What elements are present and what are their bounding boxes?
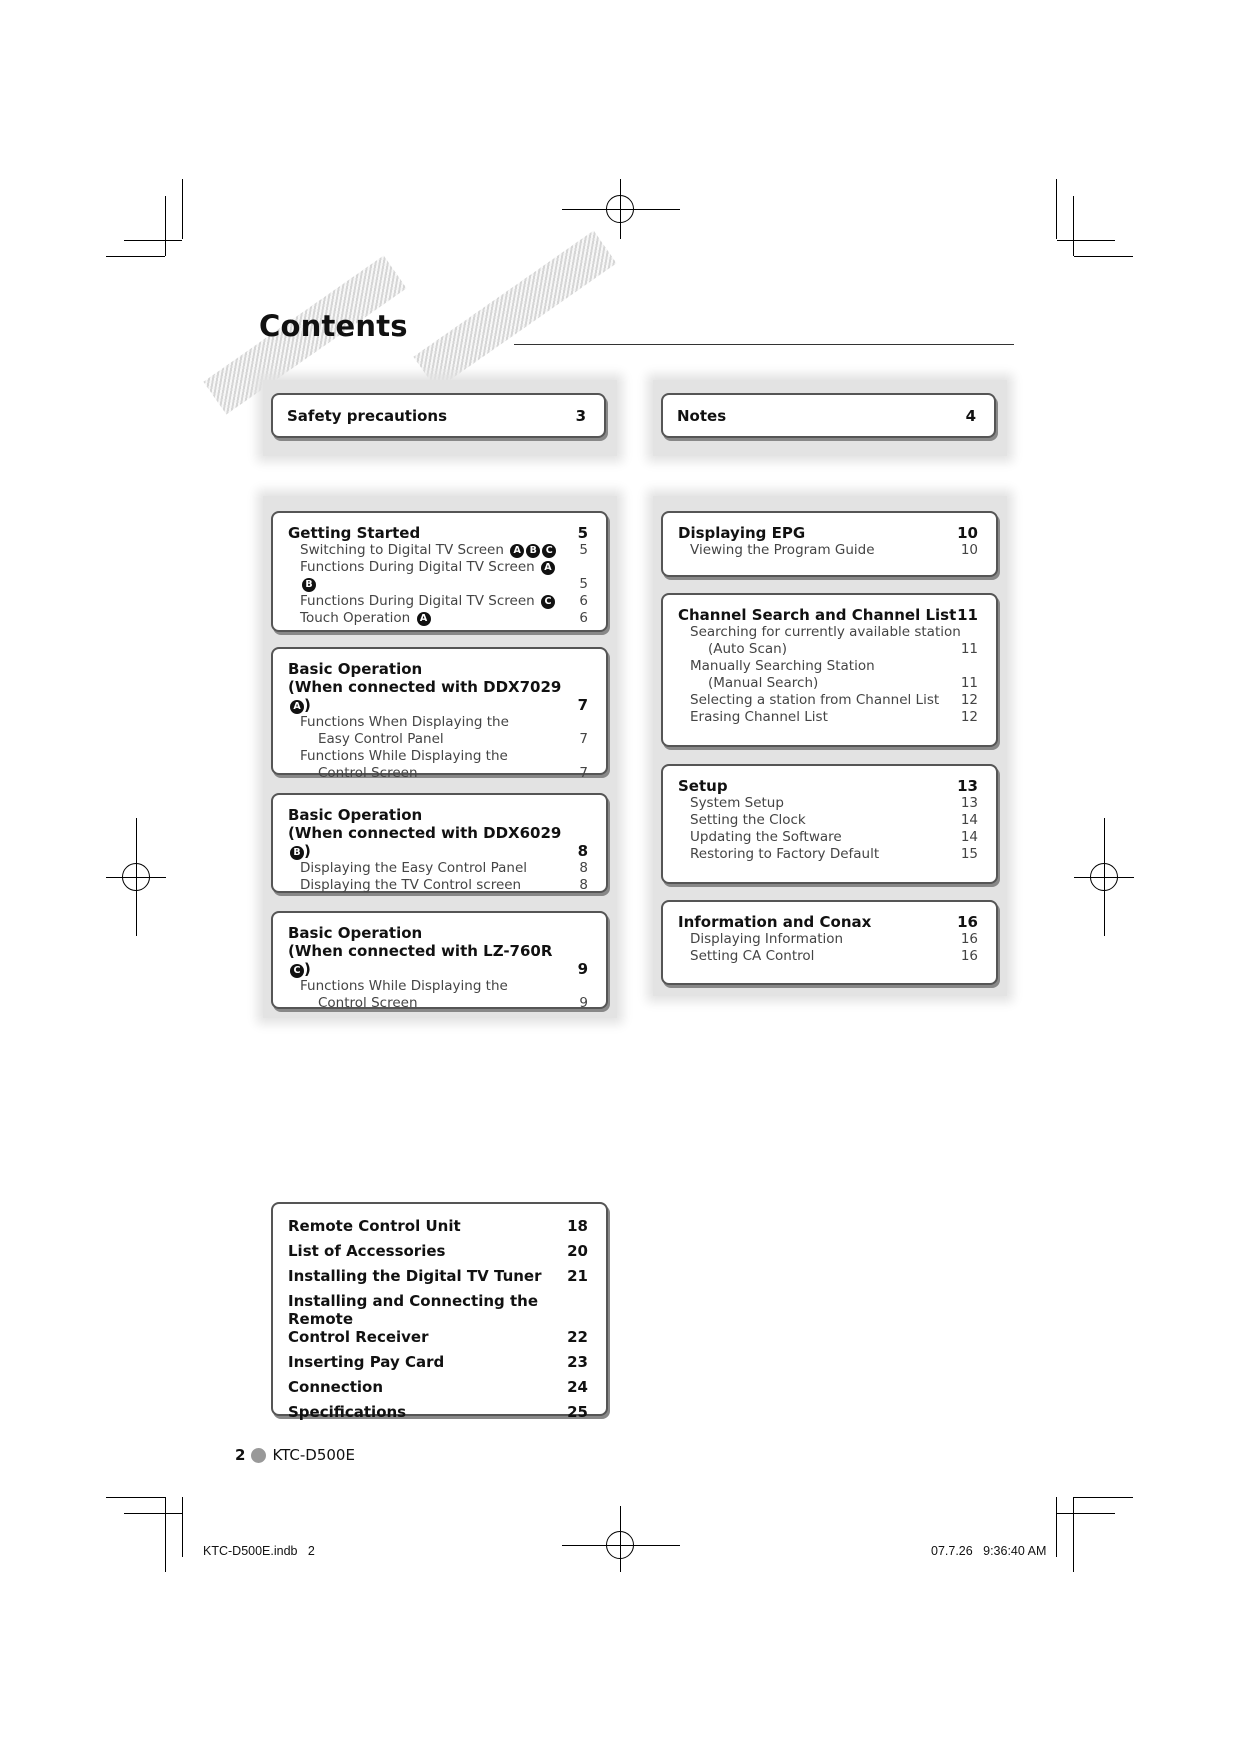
- toc-item[interactable]: [678, 542, 978, 559]
- section-page: 16: [957, 913, 978, 931]
- badge-a-icon: A: [290, 700, 304, 714]
- section-title: Information and Conax: [678, 913, 872, 931]
- section-title-line2: (When connected with DDX7029: [288, 678, 562, 696]
- item-page: 8: [579, 860, 588, 876]
- section-title-close: ): [304, 696, 311, 714]
- item-label: Viewing the Program Guide: [690, 542, 875, 558]
- section-heading: [288, 824, 588, 860]
- section-heading: [678, 913, 978, 931]
- toc-item[interactable]: [678, 795, 978, 812]
- toc-item[interactable]: [288, 1217, 588, 1235]
- item-label: Functions While Displaying the: [300, 978, 508, 994]
- toc-item[interactable]: [288, 1292, 588, 1346]
- item-label: Connection: [288, 1378, 384, 1396]
- item-label: Specifications: [288, 1403, 407, 1421]
- toc-item[interactable]: [678, 812, 978, 829]
- section-heading: [678, 524, 978, 542]
- toc-item[interactable]: [678, 948, 978, 965]
- toc-basic-operation-ddx7029[interactable]: [271, 647, 608, 781]
- item-page: 6: [579, 593, 588, 609]
- page-title: Contents: [259, 309, 408, 343]
- item-label: List of Accessories: [288, 1242, 446, 1260]
- toc-displaying-epg[interactable]: [661, 511, 998, 577]
- toc-item[interactable]: [678, 692, 978, 709]
- slug-date: 07.7.26 9:36:40 AM: [931, 1544, 1047, 1558]
- bullet-dot-icon: [251, 1448, 266, 1463]
- item-label: Selecting a station from Channel List: [690, 692, 940, 708]
- item-label: Remote Control Unit: [288, 1217, 461, 1235]
- section-title: Getting Started: [288, 524, 421, 542]
- item-page: 11: [960, 675, 978, 691]
- badge-b-icon: B: [290, 846, 304, 860]
- item-label: Functions During Digital TV Screen: [300, 593, 535, 609]
- section-heading: [288, 942, 588, 978]
- item-page: 10: [960, 542, 978, 558]
- toc-item[interactable]: [288, 748, 588, 782]
- item-label: Searching for currently available station: [690, 624, 961, 640]
- item-label: Touch Operation: [300, 610, 411, 626]
- item-page: 14: [960, 812, 978, 828]
- item-page: 5: [579, 576, 588, 592]
- section-page: 7: [577, 696, 588, 714]
- toc-page: 3: [575, 406, 586, 425]
- section-page: 10: [957, 524, 978, 542]
- toc-channel-search[interactable]: [661, 593, 998, 747]
- section-heading: [678, 606, 978, 624]
- section-title: Displaying EPG: [678, 524, 806, 542]
- item-label-cont: Control Receiver: [288, 1328, 429, 1346]
- item-page: 9: [579, 995, 588, 1011]
- section-title: Setup: [678, 777, 728, 795]
- toc-item[interactable]: [678, 658, 978, 692]
- item-page: 6: [579, 610, 588, 626]
- toc-safety-precautions[interactable]: [271, 393, 606, 438]
- toc-basic-operation-lz760r[interactable]: [271, 911, 608, 1009]
- badge-b-icon: B: [302, 578, 316, 592]
- item-page: 11: [960, 641, 978, 657]
- item-page: 15: [960, 846, 978, 862]
- item-page: 25: [567, 1403, 588, 1421]
- item-label: System Setup: [690, 795, 784, 811]
- badge-a-icon: A: [541, 561, 555, 575]
- item-label: Functions While Displaying the: [300, 748, 508, 764]
- item-label: Manually Searching Station: [690, 658, 875, 674]
- item-page: 8: [579, 877, 588, 893]
- item-label-cont: (Auto Scan): [708, 641, 787, 657]
- badge-c-icon: C: [541, 595, 555, 609]
- item-label: Switching to Digital TV Screen: [300, 542, 504, 558]
- badge-a-icon: A: [417, 612, 431, 626]
- item-page: 12: [960, 692, 978, 708]
- item-page: 24: [567, 1378, 588, 1396]
- toc-item[interactable]: [288, 1242, 588, 1260]
- item-page: 21: [567, 1267, 588, 1285]
- item-page: 12: [960, 709, 978, 725]
- badge-a-icon: A: [510, 544, 524, 558]
- toc-label: Notes: [677, 406, 727, 425]
- section-title-line2: (When connected with DDX6029: [288, 824, 562, 842]
- item-page: 23: [567, 1353, 588, 1371]
- section-heading: [288, 524, 588, 542]
- toc-item[interactable]: [288, 593, 588, 610]
- toc-item[interactable]: [288, 1353, 588, 1371]
- toc-item[interactable]: [678, 624, 978, 658]
- badge-c-icon: C: [542, 544, 556, 558]
- item-page: 7: [579, 765, 588, 781]
- toc-item[interactable]: [288, 542, 588, 559]
- toc-label: Safety precautions: [287, 406, 448, 425]
- section-page: 9: [577, 960, 588, 978]
- toc-appendix[interactable]: [271, 1202, 608, 1421]
- item-label-cont: (Manual Search): [708, 675, 819, 691]
- title-rule: [514, 344, 1014, 345]
- item-page: 16: [960, 948, 978, 964]
- toc-information-conax[interactable]: [661, 900, 998, 985]
- toc-item[interactable]: [678, 931, 978, 948]
- section-page: 13: [957, 777, 978, 795]
- item-label: Displaying the Easy Control Panel: [300, 860, 528, 876]
- toc-item[interactable]: [288, 1267, 588, 1285]
- page-footer: [235, 1446, 355, 1464]
- model-name: KTC-D500E: [272, 1446, 355, 1464]
- toc-item[interactable]: [678, 846, 978, 863]
- item-label-cont: Control Screen: [318, 765, 418, 781]
- toc-item[interactable]: [678, 709, 978, 726]
- section-title-line1: Basic Operation: [288, 660, 423, 678]
- item-label: Functions When Displaying the: [300, 714, 509, 730]
- toc-item[interactable]: [288, 877, 588, 894]
- page-number: 2: [235, 1446, 246, 1464]
- toc-basic-operation-ddx6029[interactable]: [271, 793, 608, 893]
- toc-item[interactable]: [678, 829, 978, 846]
- toc-item[interactable]: [288, 559, 588, 593]
- section-page: 5: [577, 524, 588, 542]
- badge-b-icon: B: [526, 544, 540, 558]
- section-page: 11: [957, 606, 978, 624]
- decorative-stripe-right: [413, 231, 616, 390]
- item-label: Restoring to Factory Default: [690, 846, 880, 862]
- item-label: Displaying Information: [690, 931, 844, 947]
- item-label-cont: Control Screen: [318, 995, 418, 1011]
- item-label: Setting CA Control: [690, 948, 815, 964]
- section-title-line2: (When connected with LZ-760R: [288, 942, 553, 960]
- section-heading: [288, 678, 588, 714]
- item-label: Displaying the TV Control screen: [300, 877, 522, 893]
- item-label: Installing the Digital TV Tuner: [288, 1267, 542, 1285]
- toc-item[interactable]: [288, 714, 588, 748]
- toc-item[interactable]: [288, 860, 588, 877]
- item-page: 16: [960, 931, 978, 947]
- item-label: Erasing Channel List: [690, 709, 828, 725]
- section-title-close: ): [304, 842, 311, 860]
- section-title-line1: Basic Operation: [288, 806, 423, 824]
- item-page: 7: [579, 731, 588, 747]
- item-label-cont: Easy Control Panel: [318, 731, 444, 747]
- section-title-close: ): [304, 960, 311, 978]
- badge-c-icon: C: [290, 964, 304, 978]
- toc-notes[interactable]: [661, 393, 996, 438]
- toc-item[interactable]: [288, 1378, 588, 1396]
- section-heading: [678, 777, 978, 795]
- toc-item[interactable]: [288, 610, 588, 627]
- item-page: 13: [960, 795, 978, 811]
- section-title: Channel Search and Channel List: [678, 606, 957, 624]
- toc-page: 4: [965, 406, 976, 425]
- section-page: 8: [577, 842, 588, 860]
- item-label: Setting the Clock: [690, 812, 806, 828]
- toc-item[interactable]: [288, 1403, 588, 1421]
- item-label: Updating the Software: [690, 829, 842, 845]
- item-page: 5: [579, 542, 588, 558]
- section-title-line1: Basic Operation: [288, 924, 423, 942]
- item-page: 14: [960, 829, 978, 845]
- item-page: 20: [567, 1242, 588, 1260]
- toc-setup[interactable]: [661, 764, 998, 884]
- item-label: Installing and Connecting the Remote: [288, 1292, 539, 1328]
- slug-file: KTC-D500E.indb 2: [203, 1544, 315, 1558]
- item-page: 18: [567, 1217, 588, 1235]
- item-label: Functions During Digital TV Screen: [300, 559, 535, 575]
- toc-item[interactable]: [288, 978, 588, 1012]
- toc-getting-started[interactable]: [271, 511, 608, 632]
- item-page: 22: [567, 1328, 588, 1346]
- item-label: Inserting Pay Card: [288, 1353, 445, 1371]
